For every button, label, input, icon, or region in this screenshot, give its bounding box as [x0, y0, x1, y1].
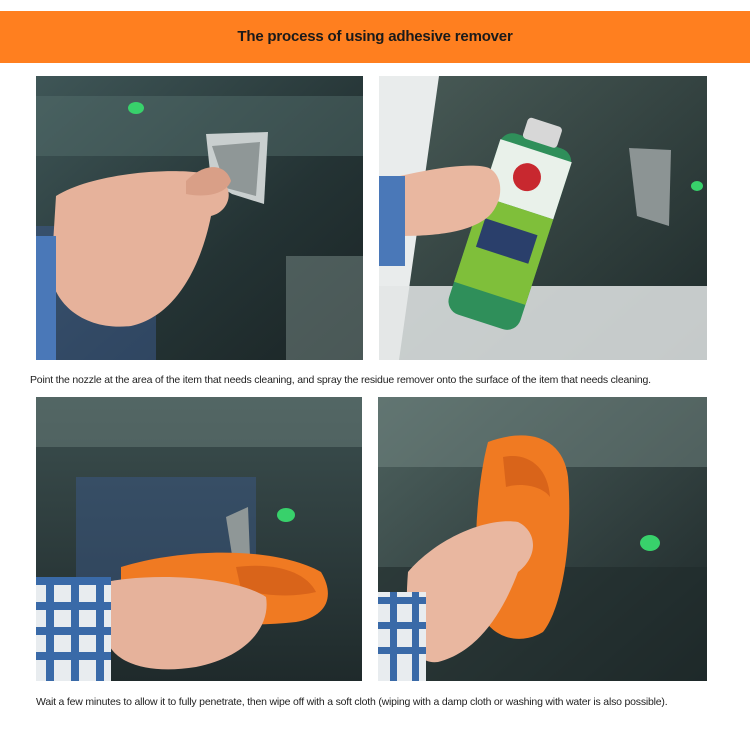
photo-spray-remover [379, 76, 707, 360]
photo-wipe-cloth [36, 397, 362, 681]
photo-peel-sticker [36, 76, 363, 360]
page-title: The process of using adhesive remover [237, 28, 513, 45]
step-1-caption: Point the nozzle at the area of the item that needs cleaning, and spray the residue remover onto the surface of the item that needs cleaning. [30, 374, 651, 386]
step-2-caption: Wait a few minutes to allow it to fully penetrate, then wipe off with a soft cloth (wiping with a damp cloth or washing with water is also possible). [36, 696, 668, 708]
photo-wipe-cloth-final [378, 397, 707, 681]
